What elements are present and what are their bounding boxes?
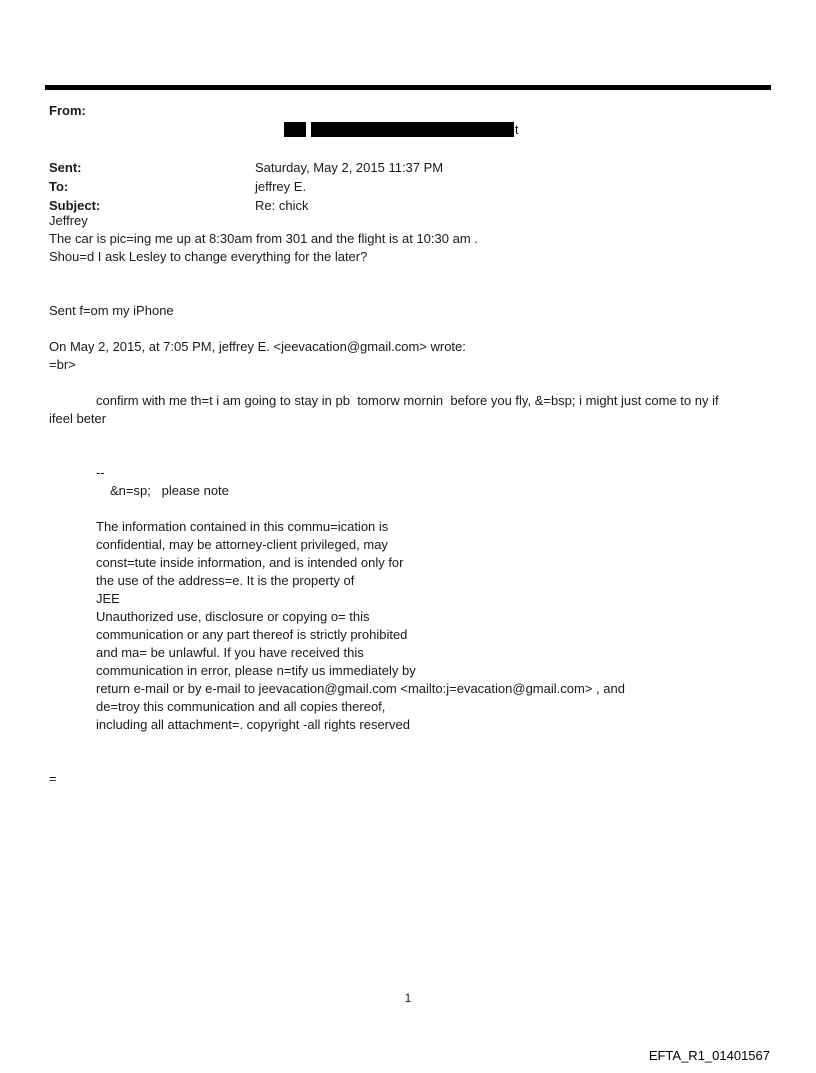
body-text-line: Shou=d I ask Lesley to change everything for the later? [49,249,368,264]
mime-artifact-line: =br> [49,357,76,372]
disclaimer-line: Unauthorized use, disclosure or copying o= this [96,609,370,624]
trailing-equals-line: = [49,771,57,786]
email-body [49,212,769,788]
header-row-from [49,101,769,158]
please-note-line: &n=sp; please note [110,483,229,498]
disclaimer-line: the use of the address=e. It is the property of [96,573,355,588]
blank-line [49,734,769,752]
disclaimer-line: const=tute inside information, and is intended only for [96,555,404,570]
blank-line [49,320,769,338]
blank-line [49,284,769,302]
to-label: To: [49,179,69,194]
subject-value: Re: chick [255,198,309,213]
signature-separator-line: -- [96,465,105,480]
disclaimer-line: JEE [96,591,120,606]
disclaimer-line: and ma= be unlawful. If you have received this [96,645,364,660]
disclaimer-line: de=troy this communication and all copies thereof, [96,699,386,714]
redaction-bar-small [284,122,306,137]
from-label: From: [49,103,86,118]
sent-label: Sent: [49,160,82,175]
blank-line [49,266,769,284]
disclaimer-line: communication in error, please n=tify us immediately by [96,663,416,678]
quote-attribution-line: On May 2, 2015, at 7:05 PM, jeffrey E. <jeevacation@gmail.com> wrote: [49,339,466,354]
page-number: 1 [404,991,412,1005]
disclaimer-line: confidential, may be attorney-client privileged, may [96,537,388,552]
redaction-trailing-char: t [514,122,519,137]
blank-line [49,428,769,446]
redaction-bar-large [311,122,514,137]
subject-label: Subject: [49,198,101,213]
disclaimer-line: including all attachment=. copyright -all rights reserved [96,717,410,732]
greeting-line: Jeffrey [49,213,88,228]
header-row-to [49,177,769,196]
quoted-message-line: confirm with me th=t i am going to stay in pb tomorw mornin before you fly, &=bsp; i might just come to ny if [96,393,719,408]
disclaimer-line: communication or any part thereof is strictly prohibited [96,627,408,642]
blank-line [49,374,769,392]
sent-value: Saturday, May 2, 2015 11:37 PM [255,160,444,175]
blank-line [49,446,769,464]
sent-from-iphone-line: Sent f=om my iPhone [49,303,174,318]
email-header [49,101,769,215]
disclaimer-line: The information contained in this commu=ication is [96,519,389,534]
body-text-line: The car is pic=ing me up at 8:30am from 301 and the flight is at 10:30 am . [49,231,478,246]
from-value-redacted [255,101,769,158]
bates-number: EFTA_R1_01401567 [648,1048,770,1063]
to-value: jeffrey E. [255,179,307,194]
header-row-sent [49,158,769,177]
blank-line [49,500,769,518]
header-divider-rule [45,85,771,90]
quoted-message-line: ifeel beter [49,411,107,426]
disclaimer-line: return e-mail or by e-mail to jeevacation@gmail.com <mailto:j=evacation@gmail.com> , and [96,681,625,696]
blank-line [49,752,769,770]
